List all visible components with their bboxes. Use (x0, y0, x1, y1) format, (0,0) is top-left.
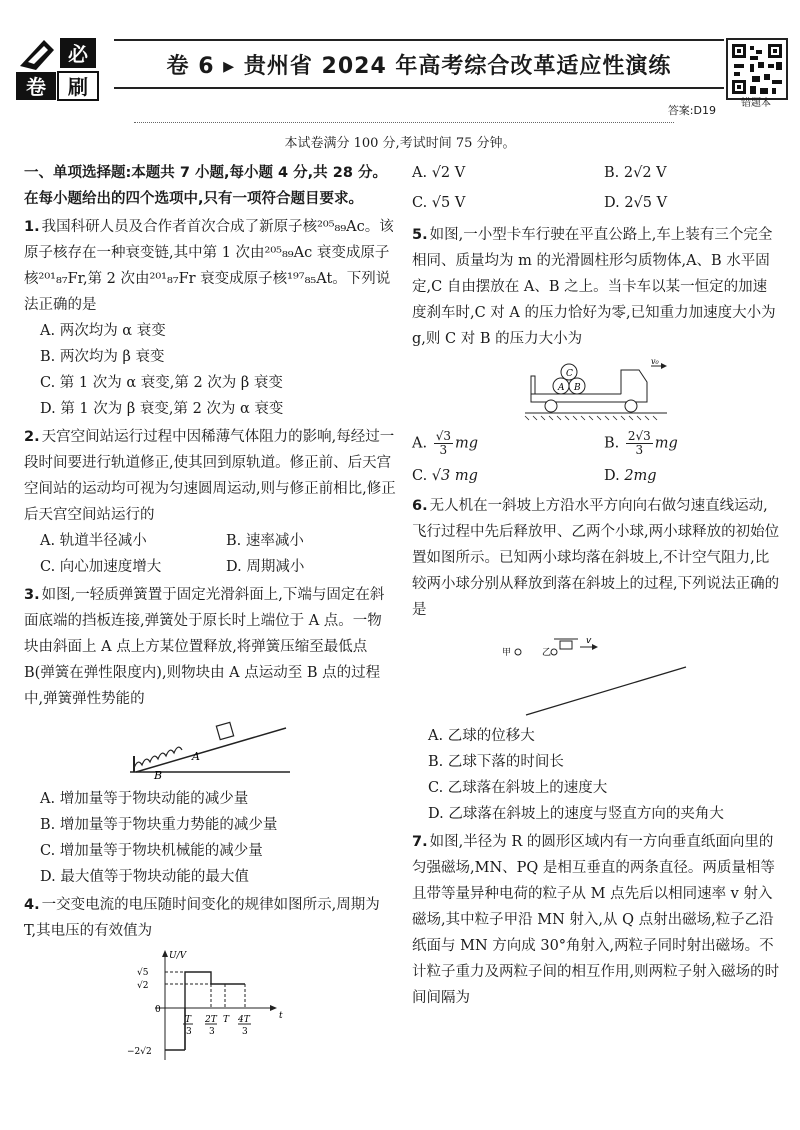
question-6 (412, 493, 780, 827)
option-c[interactable]: C. √3 mg (412, 468, 478, 484)
title-band (114, 39, 724, 89)
question-number: 5. (412, 227, 428, 243)
q4-option-c[interactable]: C. √5 V (412, 195, 466, 211)
y-axis-label: U/V (169, 951, 187, 961)
cylinder-c-label: C (566, 369, 573, 379)
question-stem: 一交变电流的电压随时间变化的规律如图所示,周期为 T,其电压的有效值为 (24, 897, 380, 939)
y-tick-sqrt5: √5 (137, 968, 149, 978)
option-b[interactable]: B. $\frac{2√3}{3}$ mg (604, 429, 678, 457)
drone-velocity-label: v (586, 636, 592, 646)
question-stem: 我国科研人员及合作者首次合成了新原子核²⁰⁵₈₉Ac。该原子核存在一种衰变链,其中第 1 次由²⁰⁵₈₉Ac 衰变成原子核²⁰¹₈₇Fr,第 2 次由²⁰¹₈₇Fr 衰变成原子核¹⁹⁷₈₅At。下列说法正确的是 (24, 219, 394, 313)
answer-rule (134, 122, 674, 123)
logo-char-bi: 必 (68, 42, 88, 66)
option-c[interactable]: C. 乙球落在斜坡上的速度大 (428, 780, 608, 796)
question-number: 1. (24, 219, 40, 235)
velocity-label: v₀ (651, 357, 659, 366)
truck-figure (521, 356, 671, 424)
option-d[interactable]: D. 2mg (604, 468, 657, 484)
option-b[interactable]: B. 两次均为 β 衰变 (40, 349, 165, 365)
question-4 (24, 892, 396, 1066)
question-3 (24, 582, 396, 890)
q4-option-b[interactable]: B. 2√2 V (604, 165, 667, 181)
option-a[interactable]: A. 增加量等于物块动能的减少量 (40, 791, 249, 807)
section-heading: 一、单项选择题:本题共 7 小题,每小题 4 分,共 28 分。在每小题给出的四个选项中,只有一项符合题目要求。 (24, 165, 387, 207)
option-b[interactable]: B. 乙球下落的时间长 (428, 754, 564, 770)
ball-jia-label: 甲 (502, 648, 512, 658)
x-tick-2t3-den: 3 (209, 1027, 215, 1037)
answer-code: 答案:D19 (667, 104, 716, 117)
x-axis-label: t (279, 1011, 283, 1021)
option-a[interactable]: A. 乙球的位移大 (428, 728, 535, 744)
x-tick-2t3: 2T (205, 1015, 217, 1025)
option-a[interactable]: A. 轨道半径减小 (40, 533, 147, 549)
origin-label: 0 (155, 1005, 161, 1015)
qr-code-icon[interactable] (726, 38, 788, 100)
option-c[interactable]: C. 向心加速度增大 (40, 559, 162, 575)
option-d[interactable]: D. 第 1 次为 β 衰变,第 2 次为 α 衰变 (40, 401, 284, 417)
right-column (412, 160, 780, 1011)
option-a[interactable]: A. 两次均为 α 衰变 (40, 323, 166, 339)
option-c[interactable]: C. 增加量等于物块机械能的减少量 (40, 843, 263, 859)
question-5 (412, 222, 780, 489)
question-stem: 如图,半径为 R 的圆形区域内有一方向垂直纸面向里的匀强磁场,MN、PQ 是相互垂直的两条直径。两质量相等且带等量异种电荷的粒子从 M 点先后以相同速率 v 射入磁场,其中粒子甲沿 MN 射入,从 Q 点射出磁场,粒子乙沿纸面与 MN 方向成 30°角射入,两粒子同时射出磁场。不计粒子重力及两粒子间的相互作用,则两粒子射入磁场的时间间隔为 (412, 834, 780, 1006)
option-b[interactable]: B. 增加量等于物块重力势能的减少量 (40, 817, 278, 833)
option-b[interactable]: B. 速率减小 (226, 533, 304, 549)
option-c[interactable]: C. 第 1 次为 α 衰变,第 2 次为 β 衰变 (40, 375, 283, 391)
q4-option-a[interactable]: A. √2 V (412, 165, 466, 181)
left-column (24, 160, 396, 1070)
option-d[interactable]: D. 最大值等于物块动能的最大值 (40, 869, 249, 885)
question-stem: 如图,一轻质弹簧置于固定光滑斜面上,下端与固定在斜面底端的挡板连接,弹簧处于原长时上端位于 A 点。一物块由斜面上 A 点上方某位置释放,将弹簧压缩至最低点 B(弹簧在弹性限度内),则物块由 A 点运动至 B 点的过程中,弹簧弹性势能的 (24, 587, 385, 707)
option-a[interactable]: A. $\frac{√3}{3}$ mg (412, 429, 479, 457)
question-1 (24, 214, 396, 422)
exam-intro: 本试卷满分 100 分,考试时间 75 分钟。 (284, 136, 516, 151)
question-2 (24, 424, 396, 580)
question-stem: 如图,一小型卡车行驶在平直公路上,车上装有三个完全相同、质量均为 m 的光滑圆柱形匀质物体,A、B 水平固定,C 自由摆放在 A、B 之上。当卡车以某一恒定的加速度刹车时,C 对 A 的压力恰好为零,已知重力加速度大小为 g,则 C 对 B 的压力大小为 (412, 227, 776, 347)
x-tick-t3-den: 3 (186, 1027, 192, 1037)
point-a-label: A (192, 750, 200, 763)
question-number: 6. (412, 498, 428, 514)
q4-option-d[interactable]: D. 2√5 V (604, 195, 668, 211)
question-number: 3. (24, 587, 40, 603)
question-number: 4. (24, 897, 40, 913)
page-title: 卷 6 ▸ 贵州省 2024 年高考综合改革适应性演练 (166, 53, 672, 79)
y-tick-sqrt2: √2 (137, 981, 149, 991)
option-d[interactable]: D. 乙球落在斜坡上的速度与竖直方向的夹角大 (428, 806, 724, 822)
x-tick-t: T (223, 1015, 230, 1025)
y-tick-neg: −2√2 (127, 1047, 152, 1057)
logo-char-juan: 卷 (26, 75, 46, 99)
logo-char-shua: 刷 (68, 75, 88, 99)
question-number: 2. (24, 429, 40, 445)
cylinder-b-label: B (574, 383, 581, 393)
bibushua-logo (14, 36, 100, 102)
question-stem: 天宫空间站运行过程中因稀薄气体阻力的影响,每经过一段时间要进行轨道修正,使其回到原轨道。修正前、后天宫空间站的运动均可视为匀速圆周运动,则与修正前相比,修正后天宫空间站运行的 (24, 429, 396, 523)
cylinder-a-label: A (558, 383, 565, 393)
qr-label: 错题本 (741, 98, 771, 109)
question-number: 7. (412, 834, 428, 850)
ball-yi-label: 乙 (542, 648, 552, 658)
option-d[interactable]: D. 周期减小 (226, 559, 305, 575)
page-header (14, 30, 786, 117)
x-tick-t3: T (185, 1015, 192, 1025)
x-tick-4t3: 4T (238, 1015, 250, 1025)
x-tick-4t3-den: 3 (242, 1027, 248, 1037)
spring-incline-figure (120, 716, 300, 782)
drone-slope-figure (496, 627, 696, 719)
question-stem: 无人机在一斜坡上方沿水平方向向右做匀速直线运动,飞行过程中先后释放甲、乙两个小球,两小球释放的初始位置如图所示。已知两小球均落在斜坡上,不计空气阻力,比较两小球分别从释放到落在斜坡上的过程,下列说法正确的是 (412, 498, 780, 618)
voltage-time-graph (125, 948, 295, 1066)
question-7 (412, 829, 780, 1011)
point-b-label: B (154, 769, 163, 782)
